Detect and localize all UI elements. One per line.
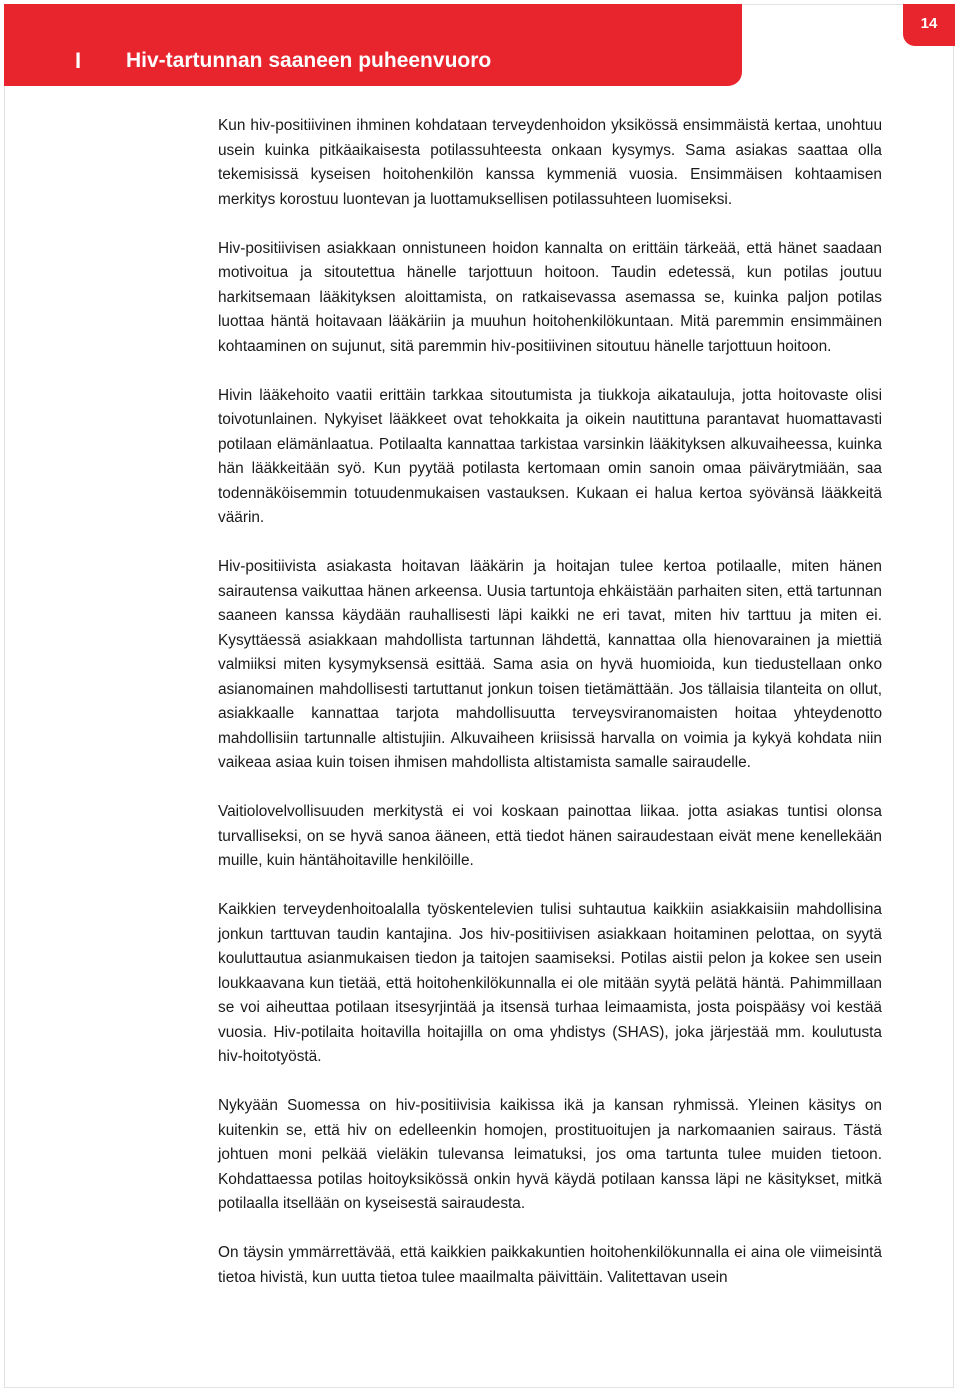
paragraph: On täysin ymmärrettävää, että kaikkien paikkakuntien hoitohenkilökunnalla ei aina ole viimeisintä tietoa hivistä, kun uutta tietoa tulee maailmalta päivittäin. Valitettavan usein	[218, 1244, 882, 1286]
paragraph: Hiv-positiivista asiakasta hoitavan lääkärin ja hoitajan tulee kertoa potilaalle, miten hänen sairautensa vaikuttaa hänen arkeensa. Uusia tartuntoja ehkäistään parhaiten siten, että tartunnan saaneen kanssa käydään rauhallisesti läpi kaikki ne eri tavat, miten hiv tarttuu ja miten ei. Kysyttäessä asiakkaan mahdollista tartunnan lähdettä, kannattaa olla hienovarainen ja miettiä valmiiksi miten kysymyksensä esittää. Sama asia on hyvä huomioida, kun tiedustellaan onko asianomainen mahdollisesti tartuttanut jonkun toisen tietämättään. Jos tällaisia tilanteita on ollut, asiakkaalle kannattaa tarjota mahdollisuutta terveysviranomaisten hoitaa yhteydenotto mahdollisiin tartunnalle altistujiin. Alkuvaiheen kriisissä harvalla on voimia ja kykyä kohdata niin vaikeaa asiaa kuin toisen ihmisen mahdollista altistamista samalle sairaudelle.	[218, 558, 882, 771]
paragraph: Kun hiv-positiivinen ihminen kohdataan terveydenhoidon yksikössä ensimmäistä kertaa, unohtuu usein kuinka pitkäaikaisesta potilassuhteesta onkaan kysymys. Sama asiakas saattaa olla tekemisissä kyseisen hoitohenkilön kanssa kymmeniä vuosia. Ensimmäisen kohtaamisen merkitys korostuu luontevan ja luottamuksellisen potilassuhteen luomiseksi.	[218, 117, 882, 208]
body-text	[218, 114, 882, 1315]
page-number: 14	[920, 15, 938, 32]
chapter-number: I	[75, 48, 82, 73]
paragraph: Kaikkien terveydenhoitoalalla työskentelevien tulisi suhtautua kaikkiin asiakkaisiin mahdollisina jonkun tarttuvan taudin kantajina. Jos hiv-positiivisen asiakkaan hoitaminen pelottaa, on syytä kouluttautua asianmukaisen tiedon ja taitojen saamiseksi. Potilas aistii pelon ja kokee sen usein loukkaavana kun tietää, että hoitohenkilökunnalla ei ole mitään syytä pelätä häntä. Pahimmillaan se voi aiheuttaa potilaan itsesyrjintää ja itsensä turhaa leimaamista, josta poispääsy voi kestää vuosia. Hiv-potilaita hoitavilla hoitajilla on oma yhdistys (SHAS), joka järjestää mm. koulutusta hiv-hoitotyöstä.	[218, 901, 882, 1065]
paragraph: Hivin lääkehoito vaatii erittäin tarkkaa sitoutumista ja tiukkoja aikatauluja, jotta hoitovaste olisi toivotunlainen. Nykyiset lääkkeet ovat tehokkaita ja oikein nautittuna parantavat huomattavasti potilaan elämänlaatua. Potilaalta kannattaa tarkistaa varsinkin lääkityksen alkuvaiheessa, kuinka hän lääkkeitään syö. Kun pyytää potilasta kertomaan omin sanoin omaa päivärytmiään, saa todennäköisemmin totuudenmukaisen vastauksen. Kukaan ei halua kertoa syövänsä lääkkeitä väärin.	[218, 386, 882, 526]
paragraph: Hiv-positiivisen asiakkaan onnistuneen hoidon kannalta on erittäin tärkeää, että hänet saadaan motivoitua ja sitoutettua hänelle tarjottuun hoitoon. Taudin edetessä, kun potilas joutuu harkitsemaan lääkityksen aloittamista, on ratkaisevassa asemassa se, kuinka paljon potilas luottaa häntä hoitavaan lääkäriin ja muuhun hoitohenkilökuntaan. Mitä paremmin ensimmäinen kohtaaminen on sujunut, sitä paremmin hiv-positiivinen sitoutuu hänelle tarjottuun hoitoon.	[218, 239, 882, 355]
paragraph: Vaitiolovelvollisuuden merkitystä ei voi koskaan painottaa liikaa. jotta asiakas tuntisi olonsa turvalliseksi, on se hyvä sanoa ääneen, että tiedot hänen sairaudestaan eivät mene kenellekään muille, kuin häntähoitaville henkilöille.	[218, 803, 882, 869]
paragraph: Nykyään Suomessa on hiv-positiivisia kaikissa ikä ja kansan ryhmissä. Yleinen käsitys on kuitenkin se, että hiv on edelleenkin homojen, prostituoitujen ja narkomaanien sairaus. Tästä johtuen moni pelkää vieläkin tulevansa leimatuksi, jos oma tartunta tulee muiden tietoon. Kohdattaessa potilas hoitoyksikössä onkin hyvä käydä potilaan kanssa läpi ne käsitykset, mitkä potilaalla itsellään on kyseisestä sairaudesta.	[218, 1097, 882, 1212]
chapter-title: Hiv-tartunnan saaneen puheenvuoro	[126, 49, 492, 72]
